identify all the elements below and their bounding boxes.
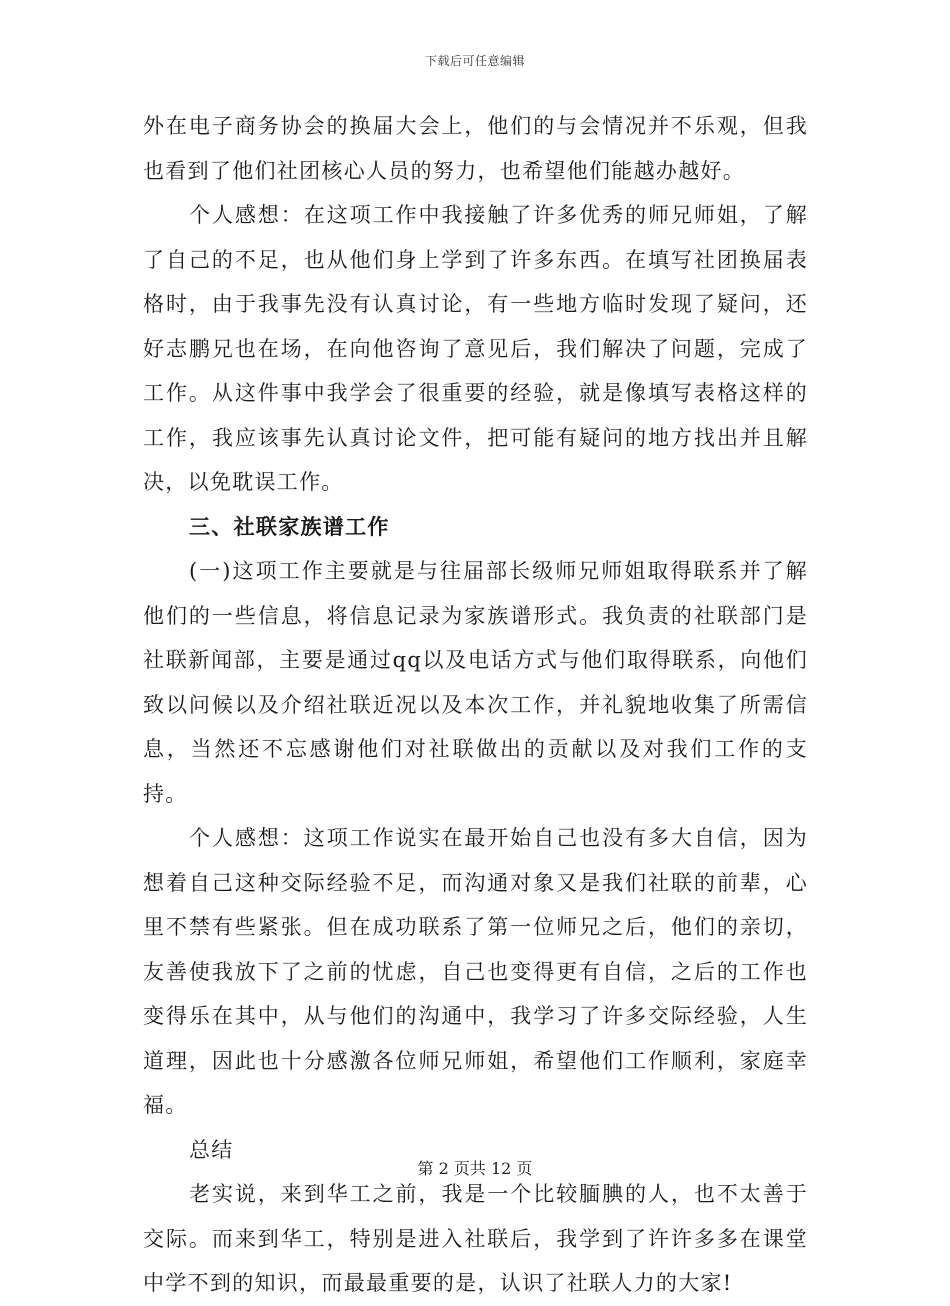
section-heading: 三、社联家族谱工作 xyxy=(189,514,390,539)
page-header: 下载后可任意编辑 xyxy=(424,54,525,68)
paragraph-summary: 老实说，来到华工之前，我是一个比较腼腆的人，也不太善于交际。而来到华工，特别是进入社联后，我学到了许许多多在课堂中学不到的知识，而最最重要的是，认识了社联人力的大家! xyxy=(143,1182,808,1295)
paragraph-work-description: (一)这项工作主要就是与往届部长级师兄师姐取得联系并了解他们的一些信息，将信息记录为家族谱形式。我负责的社联部门是社联新闻部，主要是通过qq以及电话方式与他们取得联系，向他们致以问候以及介绍社联近况以及本次工作，并礼貌地收集了所需信息，当然还不忘感谢他们对社联做出的贡献以及对我们工作的支持。 xyxy=(143,559,808,806)
document-body xyxy=(143,104,808,1306)
paragraph-summary-title: 总结 xyxy=(189,1137,234,1162)
page-footer: 第 2 页共 12 页 xyxy=(417,1159,533,1178)
paragraph-continued: 外在电子商务协会的换届大会上，他们的与会情况并不乐观，但我也看到了他们社团核心人员的努力，也希望他们能越办越好。 xyxy=(143,114,808,183)
paragraph-personal-reflection-1: 个人感想：在这项工作中我接触了许多优秀的师兄师姐，了解了自己的不足，也从他们身上学到了许多东西。在填写社团换届表格时，由于我事先没有认真讨论，有一些地方临时发现了疑问，还好志鹏兄也在场，在向他咨询了意见后，我们解决了问题，完成了工作。从这件事中我学会了很重要的经验，就是像填写表格这样的工作，我应该事先认真讨论文件，把可能有疑问的地方找出并且解决，以免耽误工作。 xyxy=(143,203,808,494)
paragraph-personal-reflection-2: 个人感想：这项工作说实在最开始自己也没有多大自信，因为想着自己这种交际经验不足，而沟通对象又是我们社联的前辈，心里不禁有些紧张。但在成功联系了第一位师兄之后，他们的亲切，友善使我放下了之前的忧虑，自己也变得更有自信，之后的工作也变得乐在其中，从与他们的沟通中，我学习了许多交际经验，人生道理，因此也十分感激各位师兄师姐，希望他们工作顺利，家庭幸福。 xyxy=(143,826,808,1117)
